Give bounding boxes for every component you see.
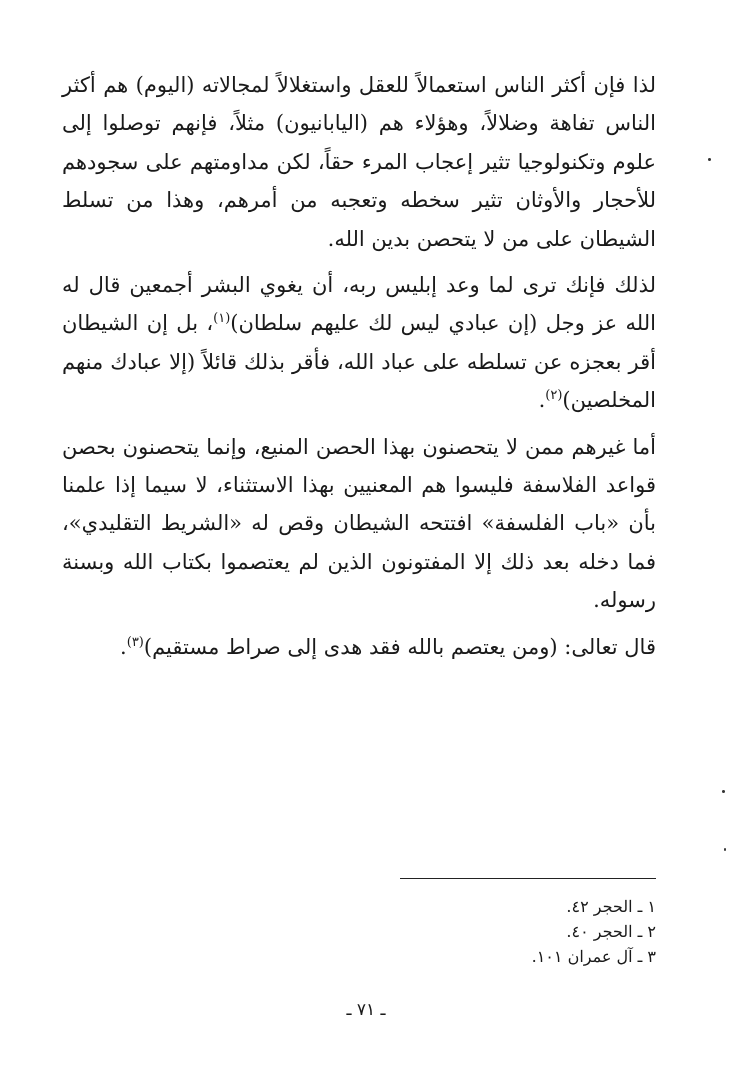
page-number: ـ ٧١ ـ bbox=[346, 1000, 386, 1020]
paragraph-2-text-c: . bbox=[538, 388, 546, 413]
scan-speck bbox=[722, 790, 725, 793]
paragraph-1 bbox=[62, 66, 656, 258]
main-text bbox=[62, 66, 656, 666]
scan-speck bbox=[708, 158, 711, 161]
paragraph-2-text-a: لذلك فإنك ترى لما وعد إبليس ربه، أن يغوي البشر أجمعين قال له الله عز وجل (إن عبادي ليس لك عليهم سلطان) bbox=[62, 273, 656, 336]
footnote-ref-3: (٣) bbox=[126, 634, 144, 650]
footnote-3: ٣ ـ آل عمران ١٠١. bbox=[531, 947, 656, 966]
paragraph-3-text: أما غيرهم ممن لا يتحصنون بهذا الحصن المنيع، وإنما يتحصنون بحصن قواعد الفلاسفة فليسوا هم المعنيين بهذا الاستثناء، لا سيما إذا علمنا بأن «باب الفلسفة» افتتحه الشيطان وقص له «الشريط التقليدي»، فما دخله بعد ذلك إلا المفتونون الذين لم يعتصموا بكتاب الله وبسنة رسوله. bbox=[62, 434, 656, 613]
paragraph-3 bbox=[62, 428, 656, 620]
paragraph-4 bbox=[62, 628, 656, 666]
footnote-ref-2: (٢) bbox=[545, 388, 563, 404]
footnote-1: ١ ـ الحجر ٤٢. bbox=[566, 897, 656, 916]
footnote-2: ٢ ـ الحجر ٤٠. bbox=[566, 922, 656, 941]
paragraph-2 bbox=[62, 266, 656, 420]
paragraph-2-text-b: ، بل إن الشيطان أقر بعجزه عن تسلطه على عباد الله، فأقر بذلك قائلاً (إلا عبادك منهم المخلصين) bbox=[62, 311, 656, 413]
footnote-separator bbox=[400, 878, 656, 879]
scan-speck bbox=[724, 848, 726, 851]
footnotes bbox=[356, 894, 656, 969]
footnote-ref-1: (١) bbox=[213, 311, 231, 327]
paragraph-4-text-b: . bbox=[120, 634, 127, 659]
paragraph-4-text-a: قال تعالى: (ومن يعتصم بالله فقد هدى إلى صراط مستقيم) bbox=[143, 634, 656, 659]
paragraph-1-text: لذا فإن أكثر الناس استعمالاً للعقل واستغلالاً لمجالاته (اليوم) هم أكثر الناس تفاهة وضلالاً، وهؤلاء هم (اليابانيون) مثلاً، فإنهم توصلوا إلى علوم وتكنولوجيا تثير إعجاب المرء حقاً، لكن مداومتهم على سجودهم للأحجار والأوثان تثير سخطه وتعجبه من أمرهم، وهذا من تسلط الشيطان على من لا يتحصن بدين الله. bbox=[62, 73, 656, 251]
